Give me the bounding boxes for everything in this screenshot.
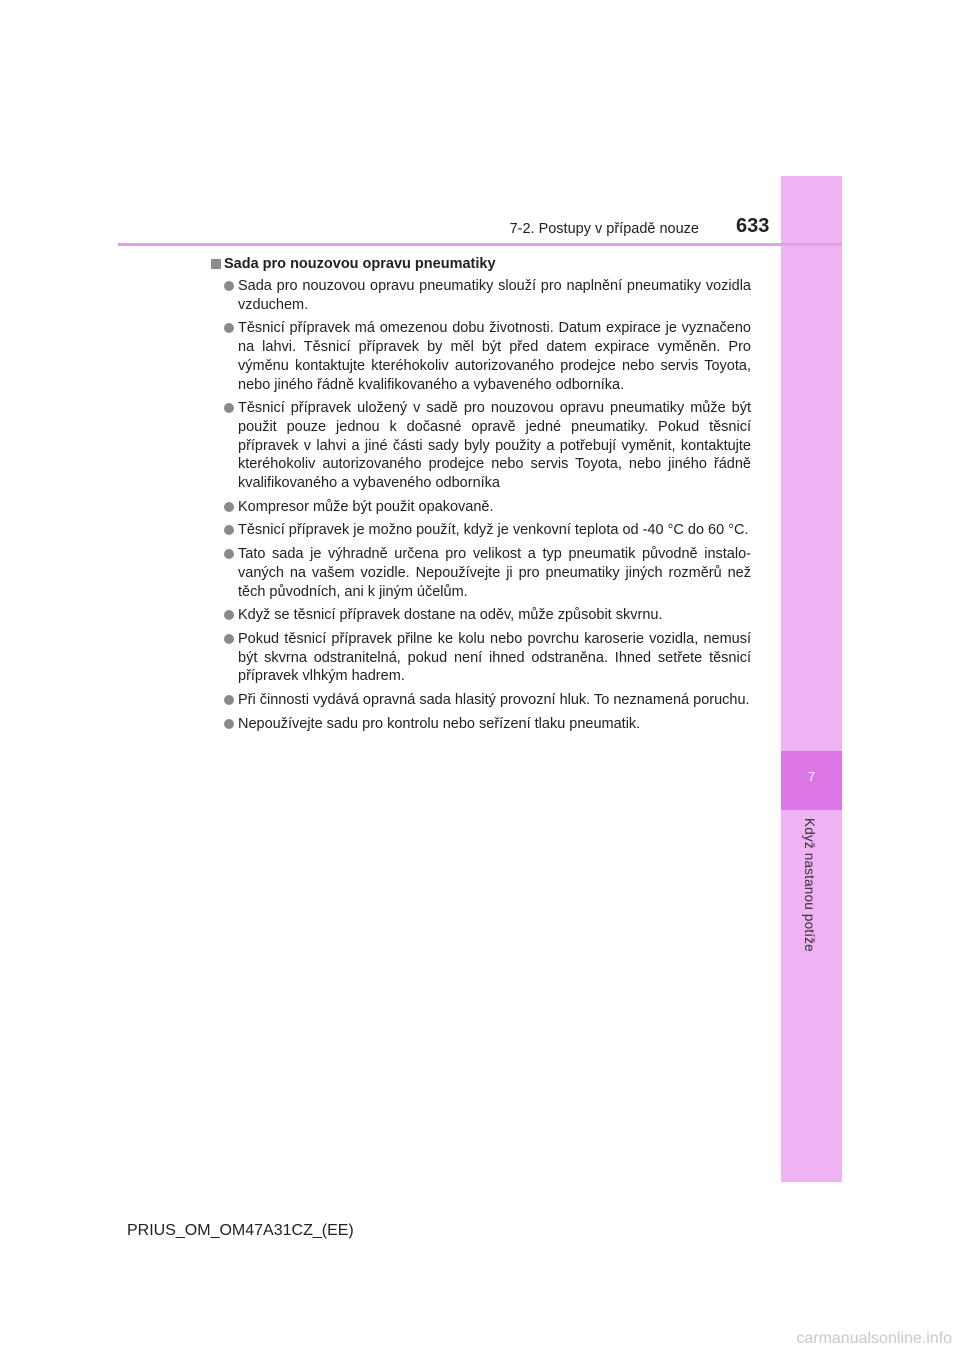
circle-bullet-icon: [224, 610, 234, 620]
list-item: [210, 498, 751, 517]
list-item: [210, 691, 751, 710]
main-content: [210, 255, 751, 738]
section-heading: [210, 255, 751, 274]
section-heading-text: Sada pro nouzovou opravu pneumatiky: [224, 256, 496, 272]
list-item: [210, 277, 751, 314]
list-item: [210, 715, 751, 734]
circle-bullet-icon: [224, 634, 234, 644]
list-item-text: Těsnicí přípravek má omezenou dobu životnosti. Datum expirace je vyznačeno na lahvi. Těsnicí přípravek by měl být před datem expirace vyměněn. Pro výměnu kontaktujte kteréhokoliv autorizovaného prodejce nebo servis Toyota, nebo jiného řádně kvalifikovaného a vybaveného odborníka.: [238, 320, 751, 393]
circle-bullet-icon: [224, 403, 234, 413]
list-item: [210, 630, 751, 686]
circle-bullet-icon: [224, 525, 234, 535]
list-item-text: Tato sada je výhradně určena pro velikost a typ pneumatik původně instalovaných na vašem vozidle. Nepoužívejte ji pro pneumatiky jiných rozměrů než těch původních, ani k jiným účelům.: [238, 546, 751, 600]
list-item-text: Při činnosti vydává opravná sada hlasitý provozní hluk. To neznamená poruchu.: [238, 692, 750, 709]
list-item: [210, 399, 751, 493]
header-section-title: 7-2. Postupy v případě nouze: [509, 221, 699, 237]
list-item-text: Nepoužívejte sadu pro kontrolu nebo seřízení tlaku pneumatik.: [238, 715, 641, 732]
circle-bullet-icon: [224, 323, 234, 333]
document-code: PRIUS_OM_OM47A31CZ_(EE): [127, 1222, 354, 1239]
square-bullet-icon: [211, 259, 221, 269]
list-item-text: Když se těsnicí přípravek dostane na oděv, může způsobit skvrnu.: [238, 607, 663, 624]
list-item-text: Těsnicí přípravek je možno použít, když je venkovní teplota od -40 °C do 60 °C.: [238, 522, 749, 539]
circle-bullet-icon: [224, 695, 234, 705]
list-item: [210, 545, 751, 601]
page-number: 633: [736, 215, 770, 237]
chapter-title: Když nastanou potíže: [802, 818, 817, 952]
list-item-text: Pokud těsnicí přípravek přilne ke kolu nebo povrchu karoserie vozidla, nemusí být skvrna odstranitelná, pokud není ihned odstraněna. Ihned setřete těsnicí přípravek vlhkým hadrem.: [238, 630, 751, 685]
circle-bullet-icon: [224, 549, 234, 559]
list-item-text: Kompresor může být použit opakovaně.: [238, 498, 494, 515]
header-rule: [118, 243, 842, 246]
list-item-text: Sada pro nouzovou opravu pneumatiky slouží pro naplnění pneumatiky vozidla vzduchem.: [238, 278, 751, 313]
circle-bullet-icon: [224, 281, 234, 291]
list-item: [210, 319, 751, 394]
circle-bullet-icon: [224, 719, 234, 729]
list-item-text: Těsnicí přípravek uložený v sadě pro nouzovou opravu pneumatiky může být použit pouze jednou k dočasné opravě jedné pneumatiky. Pokud těsnicí přípravek v lahvi a jiné části sady byly použity a potřebují vyměnit, kontaktujte kteréhokoliv autorizovaného prodejce nebo servis Toyota, nebo jiného řádně kvalifikovaného a vybaveného odborníka: [238, 400, 751, 492]
list-item: [210, 521, 751, 540]
circle-bullet-icon: [224, 502, 234, 512]
watermark: carmanualsonline.info: [796, 1330, 952, 1347]
chapter-number-box: [781, 751, 842, 810]
list-item: [210, 606, 751, 625]
chapter-side-tab: [781, 176, 842, 1182]
chapter-number: 7: [807, 769, 816, 784]
